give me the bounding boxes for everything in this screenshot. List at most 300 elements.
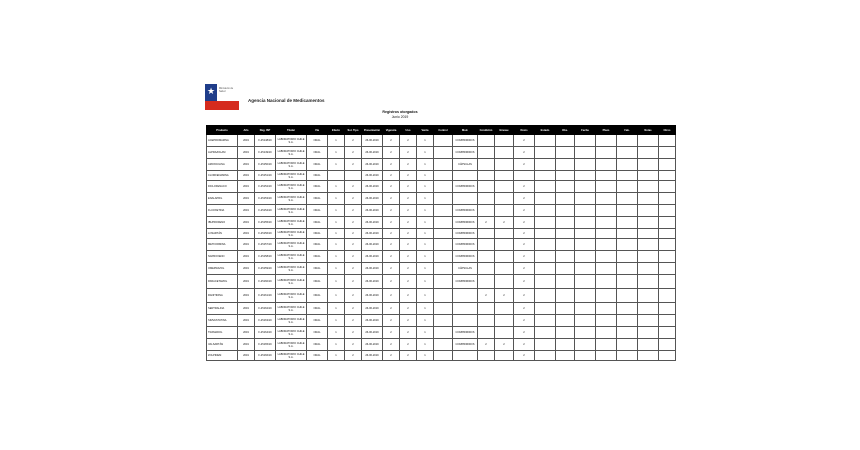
- table-cell: 2: [345, 351, 362, 361]
- table-cell: [556, 275, 575, 289]
- table-cell: [617, 205, 638, 217]
- table-cell: 2: [345, 327, 362, 339]
- table-cell: 2019: [238, 251, 255, 263]
- table-cell: 2: [514, 263, 535, 275]
- table-cell: [638, 217, 659, 229]
- table-cell: F-25153/19: [255, 193, 276, 205]
- column-header: Presentación: [362, 126, 383, 135]
- table-cell: [638, 315, 659, 327]
- table-cell: [535, 205, 556, 217]
- column-header: Envase: [495, 126, 514, 135]
- table-cell: [596, 193, 617, 205]
- table-cell: 1: [328, 181, 345, 193]
- table-cell: 2: [400, 303, 417, 315]
- table-cell: 2: [495, 289, 514, 303]
- table-cell: LABORATORIO CHILE S.A.: [276, 251, 307, 263]
- table-cell: AMOXICILINA: [207, 159, 238, 171]
- table-cell: [556, 135, 575, 147]
- table-cell: [575, 263, 596, 275]
- table-cell: [495, 205, 514, 217]
- table-cell: F-25161/19: [255, 289, 276, 303]
- table-cell: F-25149/19: [255, 147, 276, 159]
- column-header: Control: [434, 126, 453, 135]
- table-cell: 1: [417, 239, 434, 251]
- table-cell: [659, 251, 676, 263]
- table-cell: LABORATORIO CHILE S.A.: [276, 147, 307, 159]
- table-cell: 1: [417, 263, 434, 275]
- table-row: [207, 181, 676, 193]
- table-cell: [659, 303, 676, 315]
- column-header: Notas: [638, 126, 659, 135]
- table-cell: 2: [514, 159, 535, 171]
- table-cell: [556, 327, 575, 339]
- table-cell: 2: [514, 193, 535, 205]
- table-cell: 2: [345, 339, 362, 351]
- table-cell: [575, 171, 596, 181]
- table-cell: 1: [328, 193, 345, 205]
- table-cell: 2: [514, 147, 535, 159]
- table-cell: [617, 251, 638, 263]
- table-cell: [535, 327, 556, 339]
- table-cell: [535, 275, 556, 289]
- table-cell: 2: [345, 303, 362, 315]
- table-cell: ORAL: [307, 351, 328, 361]
- table-body: [207, 135, 676, 361]
- table-cell: IBUPROFENO: [207, 217, 238, 229]
- table-cell: ORAL: [307, 303, 328, 315]
- table-cell: [617, 147, 638, 159]
- table-row: [207, 229, 676, 239]
- table-cell: 1: [328, 251, 345, 263]
- table-cell: [596, 229, 617, 239]
- table-cell: [434, 135, 453, 147]
- table-cell: 2: [383, 159, 400, 171]
- table-cell: 2: [345, 263, 362, 275]
- table-cell: 2: [400, 315, 417, 327]
- table-cell: [617, 135, 638, 147]
- table-cell: 2: [345, 251, 362, 263]
- table-cell: 2019: [238, 275, 255, 289]
- table-cell: [495, 275, 514, 289]
- table-cell: CLORFENAMINA: [207, 171, 238, 181]
- table-cell: 2: [400, 229, 417, 239]
- table-cell: [478, 275, 495, 289]
- table-cell: [535, 351, 556, 361]
- table-cell: [535, 171, 556, 181]
- table-cell: [575, 275, 596, 289]
- column-header: Año: [238, 126, 255, 135]
- table-header-row: [207, 126, 676, 135]
- table-cell: 26-06-2019: [362, 339, 383, 351]
- table-cell: [596, 171, 617, 181]
- column-header: Sol. Tipo: [345, 126, 362, 135]
- document-title: Registros otorgados: [382, 110, 418, 114]
- table-cell: LABORATORIO CHILE S.A.: [276, 135, 307, 147]
- table-cell: LABORATORIO CHILE S.A.: [276, 289, 307, 303]
- table-cell: [575, 289, 596, 303]
- table-cell: LABORATORIO CHILE S.A.: [276, 275, 307, 289]
- table-cell: 1: [328, 289, 345, 303]
- table-cell: F-25165/19: [255, 339, 276, 351]
- table-cell: [535, 315, 556, 327]
- table-cell: [453, 289, 478, 303]
- table-cell: 1: [328, 263, 345, 275]
- table-cell: 1: [417, 229, 434, 239]
- table-cell: [596, 135, 617, 147]
- table-cell: [453, 315, 478, 327]
- table-cell: [434, 229, 453, 239]
- table-cell: 1: [417, 159, 434, 171]
- table-cell: 2: [383, 327, 400, 339]
- table-cell: [345, 171, 362, 181]
- table-cell: 2: [478, 217, 495, 229]
- table-cell: F-25154/19: [255, 205, 276, 217]
- table-cell: [478, 193, 495, 205]
- table-cell: [434, 193, 453, 205]
- table-cell: [617, 351, 638, 361]
- table-cell: ORAL: [307, 205, 328, 217]
- table-cell: [495, 351, 514, 361]
- table-cell: F-25163/19: [255, 315, 276, 327]
- table-cell: ORAL: [307, 239, 328, 251]
- table-cell: [556, 159, 575, 171]
- table-cell: 2: [400, 351, 417, 361]
- table-cell: [478, 303, 495, 315]
- table-cell: 2: [514, 217, 535, 229]
- table-cell: [453, 193, 478, 205]
- table-cell: 2: [345, 217, 362, 229]
- table-cell: [575, 303, 596, 315]
- ministry-logo: [205, 84, 239, 110]
- table-cell: [556, 205, 575, 217]
- table-cell: 26-06-2019: [362, 289, 383, 303]
- table-cell: [434, 351, 453, 361]
- table-cell: 2: [400, 181, 417, 193]
- table-cell: 2019: [238, 303, 255, 315]
- table-cell: LABORATORIO CHILE S.A.: [276, 351, 307, 361]
- table-cell: [495, 239, 514, 251]
- table-cell: LABORATORIO CHILE S.A.: [276, 339, 307, 351]
- table-cell: LABORATORIO CHILE S.A.: [276, 193, 307, 205]
- table-cell: [478, 229, 495, 239]
- table-cell: [478, 147, 495, 159]
- table-cell: 2: [345, 229, 362, 239]
- table-cell: [659, 147, 676, 159]
- table-cell: COMPRIMIDOS: [453, 181, 478, 193]
- table-cell: 2: [345, 147, 362, 159]
- table-cell: 2: [495, 339, 514, 351]
- table-cell: [596, 239, 617, 251]
- table-cell: [478, 315, 495, 327]
- table-cell: [659, 217, 676, 229]
- table-cell: COMPRIMIDOS: [453, 251, 478, 263]
- table-cell: ORAL: [307, 315, 328, 327]
- table-cell: METFORMINA: [207, 239, 238, 251]
- table-cell: [659, 193, 676, 205]
- table-cell: F-25150/19: [255, 159, 276, 171]
- table-cell: [535, 159, 556, 171]
- column-header: Vía: [307, 126, 328, 135]
- table-cell: 2: [383, 229, 400, 239]
- table-cell: 1: [417, 171, 434, 181]
- table-cell: [556, 315, 575, 327]
- table-cell: ORAL: [307, 229, 328, 239]
- table-cell: [638, 171, 659, 181]
- table-cell: 26-06-2019: [362, 135, 383, 147]
- table-cell: [659, 289, 676, 303]
- table-cell: LOSARTÁN: [207, 229, 238, 239]
- table-cell: ALPRAZOLAM: [207, 147, 238, 159]
- table-cell: [617, 229, 638, 239]
- table-cell: [575, 315, 596, 327]
- table-cell: LABORATORIO CHILE S.A.: [276, 171, 307, 181]
- table-cell: 2: [514, 229, 535, 239]
- table-cell: [617, 159, 638, 171]
- table-cell: ORAL: [307, 193, 328, 205]
- table-cell: [514, 171, 535, 181]
- table-cell: [535, 239, 556, 251]
- table-cell: 26-06-2019: [362, 217, 383, 229]
- table-cell: [617, 327, 638, 339]
- table-cell: 2: [400, 193, 417, 205]
- table-cell: [535, 181, 556, 193]
- table-cell: 2: [400, 327, 417, 339]
- table-cell: 1: [417, 327, 434, 339]
- table-cell: 2: [400, 217, 417, 229]
- table-cell: RANITIDINA: [207, 289, 238, 303]
- table-cell: 2: [514, 181, 535, 193]
- table-cell: COMPRIMIDOS: [453, 229, 478, 239]
- table-cell: [434, 339, 453, 351]
- table-cell: NAPROXENO: [207, 251, 238, 263]
- table-row: [207, 193, 676, 205]
- table-cell: 2019: [238, 193, 255, 205]
- table-cell: F-25159/19: [255, 263, 276, 275]
- table-cell: [535, 147, 556, 159]
- table-cell: [434, 159, 453, 171]
- table-cell: [453, 303, 478, 315]
- table-cell: SIMVASTATINA: [207, 315, 238, 327]
- table-cell: 2: [345, 159, 362, 171]
- column-header: Dosis: [514, 126, 535, 135]
- table-cell: [575, 147, 596, 159]
- table-cell: [535, 229, 556, 239]
- table-cell: 2: [345, 239, 362, 251]
- table-cell: [495, 193, 514, 205]
- table-row: [207, 159, 676, 171]
- table-cell: [556, 181, 575, 193]
- column-header: Fecha: [575, 126, 596, 135]
- table-cell: 2: [514, 339, 535, 351]
- table-cell: F-25166/19: [255, 351, 276, 361]
- table-cell: 2019: [238, 171, 255, 181]
- table-cell: 1: [417, 275, 434, 289]
- logo-red-block: [205, 101, 239, 110]
- table-cell: 2: [383, 251, 400, 263]
- table-cell: [434, 181, 453, 193]
- column-header: Otros: [659, 126, 676, 135]
- table-cell: 2: [514, 315, 535, 327]
- table-cell: 2: [345, 135, 362, 147]
- table-cell: [659, 205, 676, 217]
- table-cell: OMEPRAZOL: [207, 263, 238, 275]
- table-cell: 2: [400, 159, 417, 171]
- table-cell: LABORATORIO CHILE S.A.: [276, 205, 307, 217]
- table-cell: [535, 289, 556, 303]
- table-cell: 2: [514, 239, 535, 251]
- table-cell: [495, 315, 514, 327]
- table-cell: [575, 327, 596, 339]
- table-cell: 26-06-2019: [362, 351, 383, 361]
- table-row: [207, 351, 676, 361]
- table-cell: 2: [400, 135, 417, 147]
- table-cell: [535, 217, 556, 229]
- table-cell: 2: [345, 205, 362, 217]
- table-cell: 1: [328, 303, 345, 315]
- table-cell: COMPRIMIDOS: [453, 339, 478, 351]
- table-cell: [556, 289, 575, 303]
- column-header: Vigencia: [383, 126, 400, 135]
- table-cell: 1: [417, 289, 434, 303]
- column-header: Venta: [417, 126, 434, 135]
- table-cell: [617, 239, 638, 251]
- table-cell: [659, 229, 676, 239]
- table-cell: [478, 171, 495, 181]
- table-cell: VALSARTÁN: [207, 339, 238, 351]
- table-cell: [659, 159, 676, 171]
- table-cell: DICLOFENACO: [207, 181, 238, 193]
- table-cell: 1: [417, 181, 434, 193]
- table-cell: [596, 315, 617, 327]
- table-cell: [596, 205, 617, 217]
- table-cell: 2: [383, 339, 400, 351]
- column-header: Producto: [207, 126, 238, 135]
- table-cell: [434, 251, 453, 263]
- table-cell: FLUOXETINA: [207, 205, 238, 217]
- table-cell: ORAL: [307, 217, 328, 229]
- table-cell: 2: [383, 263, 400, 275]
- table-cell: [596, 327, 617, 339]
- table-cell: [434, 239, 453, 251]
- table-cell: 26-06-2019: [362, 159, 383, 171]
- table-cell: 2019: [238, 239, 255, 251]
- table-cell: [638, 159, 659, 171]
- table-cell: [638, 193, 659, 205]
- table-cell: [659, 339, 676, 351]
- table-cell: COMPRIMIDOS: [453, 239, 478, 251]
- table-cell: 2: [345, 289, 362, 303]
- table-cell: [535, 263, 556, 275]
- table-cell: 2: [383, 205, 400, 217]
- table-cell: [556, 193, 575, 205]
- table-cell: [575, 135, 596, 147]
- table-cell: [596, 159, 617, 171]
- table-cell: ACEPROMAZINA: [207, 135, 238, 147]
- table-cell: 2: [514, 327, 535, 339]
- table-cell: 1: [328, 217, 345, 229]
- table-cell: 26-06-2019: [362, 171, 383, 181]
- document-subtitle: Junio 2019: [391, 115, 409, 119]
- table-cell: ZOLPIDEM: [207, 351, 238, 361]
- table-cell: [638, 147, 659, 159]
- table-cell: [495, 159, 514, 171]
- table-cell: 2: [400, 205, 417, 217]
- column-header: Fab.: [617, 126, 638, 135]
- table-cell: 26-06-2019: [362, 147, 383, 159]
- table-cell: 2019: [238, 327, 255, 339]
- table-cell: 2019: [238, 205, 255, 217]
- table-cell: [495, 181, 514, 193]
- table-cell: [434, 217, 453, 229]
- table-cell: [434, 327, 453, 339]
- table-cell: SERTRALINA: [207, 303, 238, 315]
- table-cell: [478, 159, 495, 171]
- table-cell: [659, 171, 676, 181]
- table-cell: CÁPSULAS: [453, 263, 478, 275]
- table-cell: [638, 251, 659, 263]
- table-cell: [638, 239, 659, 251]
- table-cell: 26-06-2019: [362, 181, 383, 193]
- table-cell: 26-06-2019: [362, 229, 383, 239]
- table-cell: 2: [514, 251, 535, 263]
- table-cell: [495, 251, 514, 263]
- organization-name: Agencia Nacional de Medicamentos: [248, 98, 325, 103]
- table-cell: ENALAPRIL: [207, 193, 238, 205]
- table-cell: 1: [328, 229, 345, 239]
- table-cell: [535, 251, 556, 263]
- table-cell: 1: [328, 159, 345, 171]
- table-cell: [575, 159, 596, 171]
- table-cell: [556, 239, 575, 251]
- table-cell: [478, 135, 495, 147]
- table-row: [207, 205, 676, 217]
- table-cell: [575, 205, 596, 217]
- table-cell: 2: [383, 193, 400, 205]
- table-cell: 2: [514, 135, 535, 147]
- table-cell: 1: [417, 193, 434, 205]
- table-cell: 1: [417, 147, 434, 159]
- table-cell: [556, 171, 575, 181]
- table-cell: [596, 289, 617, 303]
- table-cell: [478, 205, 495, 217]
- table-cell: 1: [417, 217, 434, 229]
- table-cell: 2019: [238, 147, 255, 159]
- table-cell: COMPRIMIDOS: [453, 275, 478, 289]
- table-cell: 2019: [238, 217, 255, 229]
- table-cell: [617, 315, 638, 327]
- column-header: Plazo: [596, 126, 617, 135]
- table-cell: 2: [345, 315, 362, 327]
- table-cell: 2: [383, 147, 400, 159]
- table-cell: [434, 171, 453, 181]
- table-cell: ORAL: [307, 327, 328, 339]
- table-cell: 2: [400, 263, 417, 275]
- table-cell: [535, 135, 556, 147]
- table-cell: [453, 351, 478, 361]
- table-cell: 2: [400, 339, 417, 351]
- table-cell: COMPRIMIDOS: [453, 217, 478, 229]
- table-cell: [495, 327, 514, 339]
- table-cell: 2: [383, 171, 400, 181]
- column-header: Titular: [276, 126, 307, 135]
- table-cell: 2: [383, 135, 400, 147]
- table-cell: TRAMADOL: [207, 327, 238, 339]
- table-cell: 1: [417, 303, 434, 315]
- table-row: [207, 289, 676, 303]
- table-cell: 26-06-2019: [362, 239, 383, 251]
- table-cell: F-25155/19: [255, 217, 276, 229]
- table-cell: ORAL: [307, 181, 328, 193]
